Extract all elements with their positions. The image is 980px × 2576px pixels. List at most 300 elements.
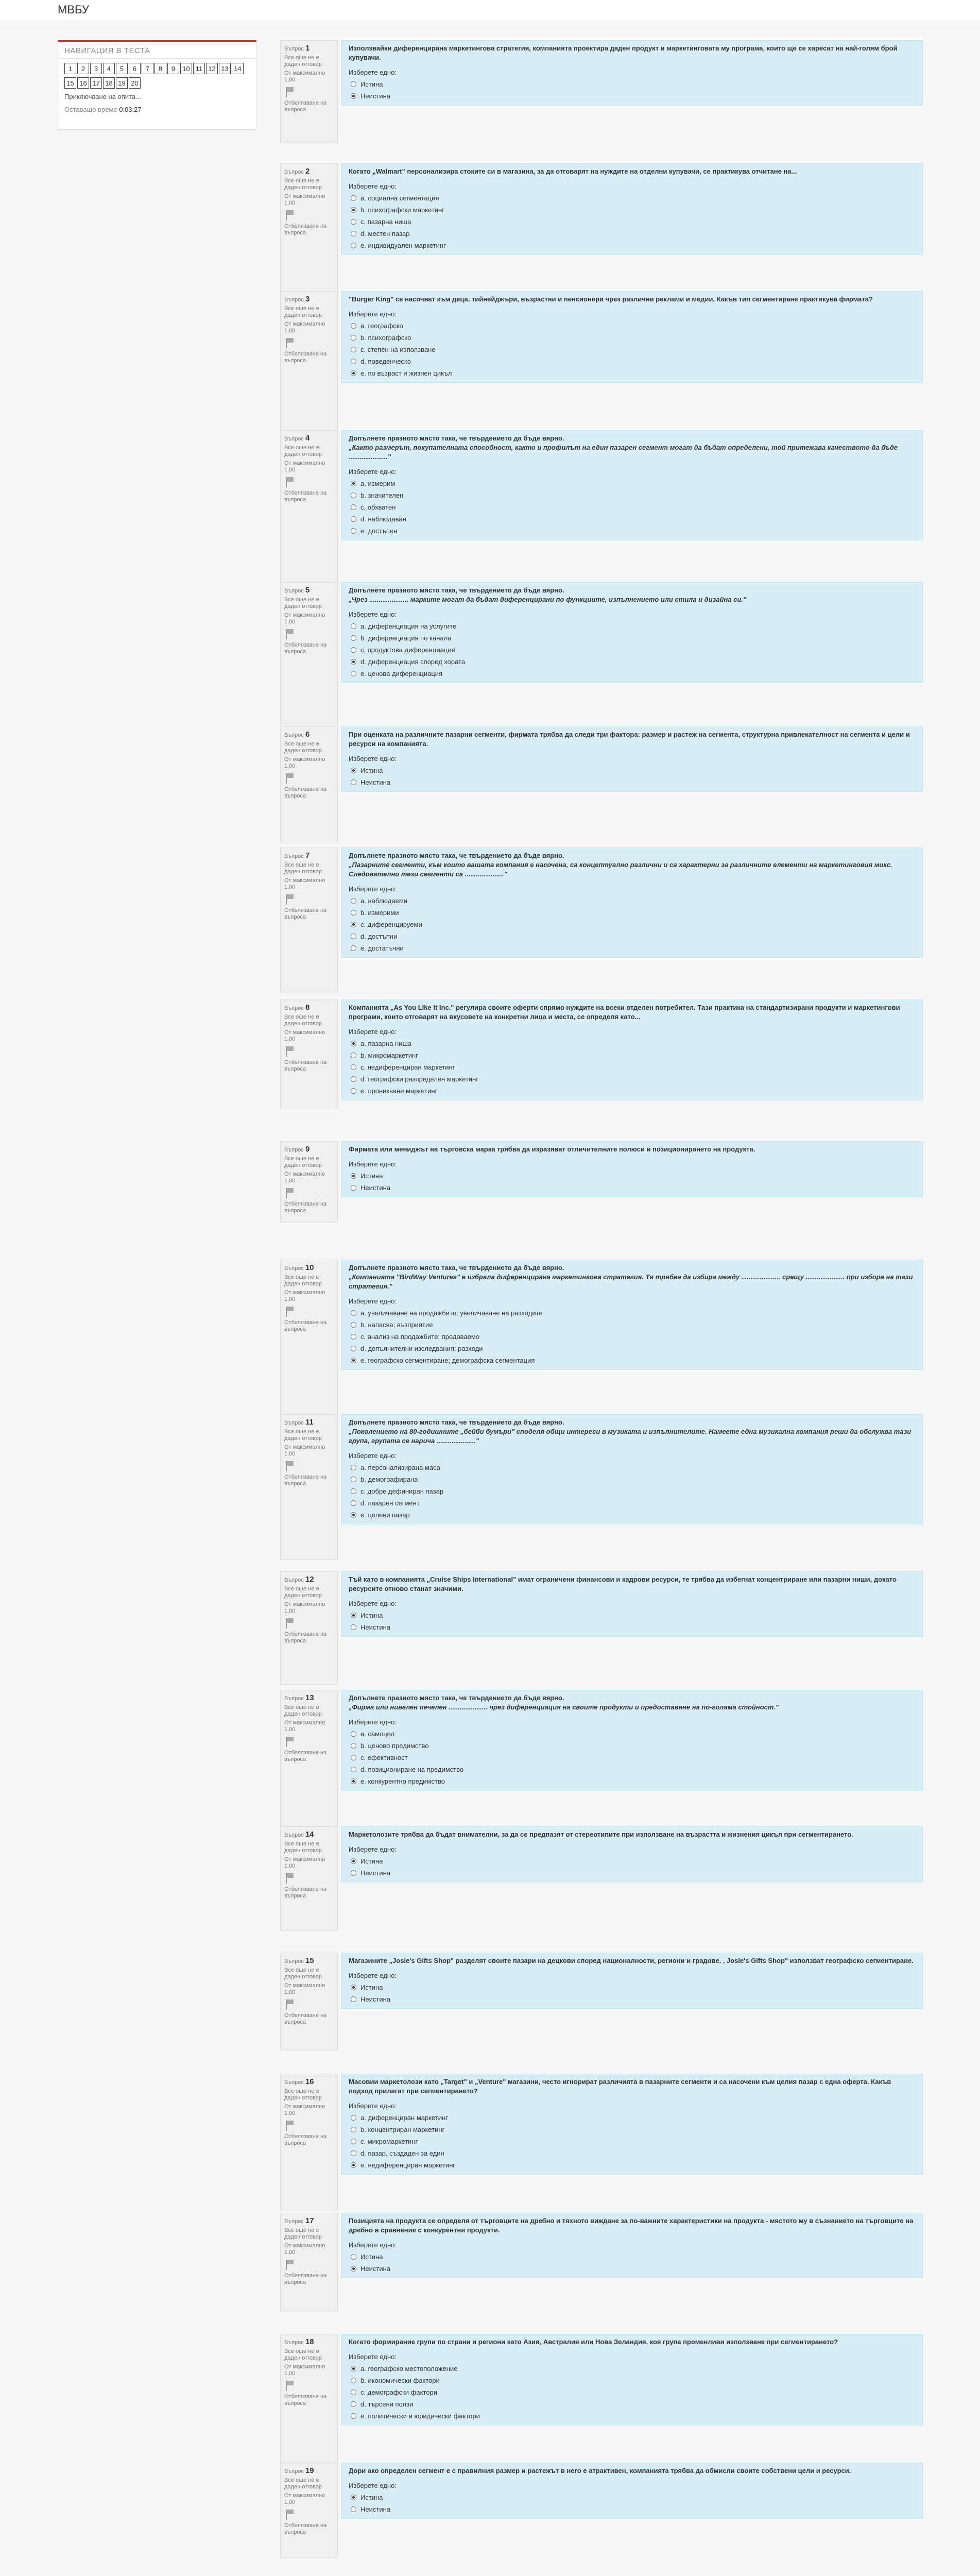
finish-attempt-link[interactable]: Приключване на опита... — [64, 93, 141, 100]
answer-option[interactable] — [349, 344, 915, 355]
radio-button[interactable] — [351, 231, 356, 236]
radio-button[interactable] — [351, 93, 356, 99]
nav-question-button[interactable]: 11 — [193, 63, 205, 74]
question-text — [349, 1418, 915, 1446]
flag-icon[interactable] — [284, 1618, 295, 1629]
answer-option[interactable] — [349, 1061, 915, 1073]
question-number-value: 9 — [305, 1145, 310, 1154]
question-info — [280, 1141, 338, 1223]
answer-option-label: Неистина — [360, 1869, 391, 1877]
answer-option[interactable] — [349, 2159, 915, 2171]
answer-options — [349, 1307, 915, 1366]
radio-button[interactable] — [351, 323, 356, 329]
nav-question-button[interactable]: 4 — [103, 63, 115, 74]
radio-button[interactable] — [351, 1500, 356, 1506]
radio-button[interactable] — [351, 2115, 356, 2121]
answer-option-label: a. диференциран маркетинг — [360, 2114, 448, 2122]
answer-option[interactable] — [349, 1764, 915, 1775]
flag-question-label[interactable]: Отбелязване на въпроса — [284, 2394, 327, 2406]
question-status: Все още не е даден отговор — [284, 741, 322, 754]
choose-one-prompt: Изберете едно: — [349, 2102, 397, 2110]
question-number — [284, 1418, 334, 1427]
radio-button[interactable] — [351, 1173, 356, 1179]
answer-option[interactable] — [349, 1740, 915, 1752]
answer-option-label: a. пазарна ниша — [360, 1040, 412, 1047]
answer-option[interactable] — [349, 525, 915, 537]
flag-icon[interactable] — [284, 1873, 295, 1884]
radio-button[interactable] — [351, 623, 356, 629]
flag-icon[interactable] — [284, 2509, 295, 2520]
question-content — [341, 582, 923, 683]
flag-icon[interactable] — [284, 1999, 295, 2010]
radio-button[interactable] — [351, 1743, 356, 1749]
question-number-value: 8 — [305, 1003, 310, 1012]
answer-option[interactable] — [349, 2147, 915, 2159]
question-number — [284, 1003, 334, 1012]
answer-option[interactable] — [349, 192, 915, 204]
answer-option[interactable] — [349, 2375, 915, 2386]
answer-option[interactable] — [349, 765, 915, 776]
radio-button[interactable] — [351, 1996, 356, 2002]
answer-option[interactable] — [349, 2386, 915, 2398]
question-text — [349, 1956, 915, 1965]
answer-option-label: a. персонализирана маса — [360, 1464, 440, 1471]
nav-question-button[interactable]: 14 — [232, 63, 244, 74]
radio-button[interactable] — [351, 1322, 356, 1328]
radio-button[interactable] — [351, 2127, 356, 2132]
answer-options — [349, 1855, 915, 1879]
answer-option[interactable] — [349, 632, 915, 644]
flag-question-label[interactable]: Отбелязване на въпроса — [284, 2133, 327, 2146]
radio-button[interactable] — [351, 2389, 356, 2395]
radio-button[interactable] — [351, 659, 356, 665]
flag-icon[interactable] — [284, 337, 295, 349]
answer-option[interactable] — [349, 2136, 915, 2147]
question-number — [284, 434, 334, 443]
flag-question-label[interactable]: Отбелязване на въпроса — [284, 2522, 327, 2535]
flag-question-label[interactable]: Отбелязване на въпроса — [284, 490, 327, 503]
answer-option[interactable] — [349, 895, 915, 907]
answer-option[interactable] — [349, 78, 915, 90]
question-block — [280, 1141, 924, 1218]
radio-button[interactable] — [351, 2254, 356, 2260]
nav-question-button[interactable]: 17 — [90, 77, 102, 89]
flag-question-label[interactable]: Отбелязване на въпроса — [284, 100, 327, 113]
radio-button[interactable] — [351, 671, 356, 676]
flag-icon[interactable] — [284, 1046, 295, 1057]
answer-option-label: c. обхватен — [360, 503, 396, 511]
flag-icon[interactable] — [284, 629, 295, 640]
radio-button[interactable] — [351, 910, 356, 916]
answer-option[interactable] — [349, 489, 915, 501]
question-status: Все още не е даден отговор — [284, 2227, 322, 2240]
answer-option[interactable] — [349, 1307, 915, 1319]
nav-question-button[interactable]: 10 — [180, 63, 192, 74]
question-number — [284, 1575, 334, 1584]
question-word: Въпрос — [284, 436, 304, 442]
question-number — [284, 2337, 334, 2346]
answer-option[interactable] — [349, 1049, 915, 1061]
answer-option[interactable] — [349, 216, 915, 228]
answer-option[interactable] — [349, 1497, 915, 1509]
question-content — [341, 2463, 923, 2519]
answer-option-label: e. политически и юридически фактори — [360, 2412, 480, 2420]
answer-option[interactable] — [349, 240, 915, 251]
radio-button[interactable] — [351, 1488, 356, 1494]
question-status: Все още не е даден отговор — [284, 1967, 322, 1980]
answer-option[interactable] — [349, 204, 915, 216]
flag-icon[interactable] — [284, 2120, 295, 2131]
radio-button[interactable] — [351, 207, 356, 213]
radio-button[interactable] — [351, 768, 356, 773]
question-italic-text: „Пазарните сегменти, към които вашата компания е насочена, са концептуално различни и са характерни за различните елементи на маркетинговия микс. Следователно тези сегменти са ....................." — [349, 861, 892, 878]
radio-button[interactable] — [351, 2495, 356, 2500]
flag-icon[interactable] — [284, 773, 295, 784]
flag-question-label[interactable]: Отбелязване на въпроса — [284, 786, 327, 799]
answer-option-label: e. конкурентно предимство — [360, 1777, 445, 1785]
nav-question-button[interactable]: 20 — [129, 77, 141, 89]
nav-question-button[interactable]: 7 — [142, 63, 153, 74]
question-word: Въпрос — [284, 1958, 304, 1964]
radio-button[interactable] — [351, 898, 356, 904]
choose-one-prompt: Изберете едно: — [349, 468, 397, 476]
radio-button[interactable] — [351, 2413, 356, 2419]
answer-option[interactable] — [349, 1485, 915, 1497]
question-points: От максимално 1,00 — [284, 2243, 325, 2256]
answer-option[interactable] — [349, 1609, 915, 1621]
answer-option[interactable] — [349, 1182, 915, 1194]
radio-button[interactable] — [351, 1858, 356, 1864]
choose-one-prompt: Изберете едно: — [349, 1972, 397, 1979]
question-text-main: Маркетолозите трябва да бъдат внимателни, за да се предпазят от стереотипите при използване на възрастта и жизнения цикъл при сегментирането. — [349, 1831, 853, 1838]
radio-button[interactable] — [351, 1731, 356, 1737]
question-content — [341, 1953, 923, 2009]
answer-option[interactable] — [349, 1775, 915, 1787]
radio-button[interactable] — [351, 504, 356, 510]
flag-icon[interactable] — [284, 2380, 295, 2392]
flag-question-label[interactable]: Отбелязване на въпроса — [284, 1201, 327, 1214]
flag-question-label[interactable]: Отбелязване на въпроса — [284, 2012, 327, 2025]
question-word: Въпрос — [284, 732, 304, 738]
radio-button[interactable] — [351, 2506, 356, 2512]
answer-option[interactable] — [349, 1993, 915, 2005]
radio-button[interactable] — [351, 81, 356, 87]
choose-one-prompt: Изберете едно: — [349, 69, 397, 76]
answer-option[interactable] — [349, 1073, 915, 1085]
answer-option[interactable] — [349, 2410, 915, 2422]
answer-option-label: c. диференцируеми — [360, 921, 422, 928]
answer-option[interactable] — [349, 644, 915, 656]
nav-question-button[interactable]: 1 — [64, 63, 76, 74]
answer-option[interactable] — [349, 919, 915, 930]
answer-option[interactable] — [349, 332, 915, 344]
flag-question-label[interactable]: Отбелязване на въпроса — [284, 642, 327, 655]
question-block — [280, 1260, 924, 1394]
answer-option-label: c. добре дефиниран пазар — [360, 1487, 444, 1495]
answer-option-label: e. недиференциран маркетинг — [360, 2161, 456, 2169]
question-block — [280, 2213, 924, 2306]
radio-button[interactable] — [351, 2162, 356, 2168]
radio-button[interactable] — [351, 934, 356, 939]
radio-button[interactable] — [351, 2150, 356, 2156]
flag-question-label[interactable]: Отбелязване на въпроса — [284, 351, 327, 364]
answer-option[interactable] — [349, 1331, 915, 1343]
question-number-value: 11 — [305, 1418, 314, 1427]
radio-button[interactable] — [351, 1985, 356, 1990]
answer-option[interactable] — [349, 1170, 915, 1182]
answer-option-label: a. измерим — [360, 480, 396, 487]
radio-button[interactable] — [351, 516, 356, 522]
radio-button[interactable] — [351, 1346, 356, 1351]
answer-option-label: b. икономически фактори — [360, 2377, 440, 2384]
radio-button[interactable] — [351, 335, 356, 341]
flag-question-label[interactable]: Отбелязване на въпроса — [284, 1750, 327, 1762]
radio-button[interactable] — [351, 1334, 356, 1340]
answer-option[interactable] — [349, 2251, 915, 2263]
answer-option[interactable] — [349, 367, 915, 379]
answer-option-label: e. ценова диференциация — [360, 670, 443, 677]
question-content — [341, 1141, 923, 1197]
answer-options — [349, 895, 915, 954]
answer-option[interactable] — [349, 1354, 915, 1366]
radio-button[interactable] — [351, 1310, 356, 1316]
answer-option-label: d. достъпни — [360, 933, 398, 940]
answer-option[interactable] — [349, 907, 915, 919]
radio-button[interactable] — [351, 1870, 356, 1876]
question-status: Все още не е даден отговор — [284, 1841, 322, 1854]
question-text-main: Допълнете празното място така, че твърдението да бъде вярно. — [349, 586, 564, 594]
answer-option[interactable] — [349, 776, 915, 788]
flag-icon[interactable] — [284, 87, 295, 98]
answer-option-label: b. диференциация по канала — [360, 634, 452, 642]
radio-button[interactable] — [351, 2401, 356, 2407]
site-brand[interactable]: МВБУ — [58, 3, 89, 16]
answer-option[interactable] — [349, 1621, 915, 1633]
question-status: Все още не е даден отговор — [284, 1274, 322, 1287]
answer-option[interactable] — [349, 1462, 915, 1473]
flag-icon[interactable] — [284, 477, 295, 488]
radio-button[interactable] — [351, 1613, 356, 1618]
question-status: Все още не е даден отговор — [284, 55, 322, 67]
answer-option[interactable] — [349, 2492, 915, 2503]
radio-button[interactable] — [351, 2266, 356, 2272]
question-word: Въпрос — [284, 588, 304, 594]
answer-option[interactable] — [349, 90, 915, 102]
radio-button[interactable] — [351, 219, 356, 225]
nav-question-button[interactable]: 13 — [219, 63, 231, 74]
choose-one-prompt: Изберете едно: — [349, 2353, 397, 2361]
question-points: От максимално 1,00 — [284, 1290, 325, 1302]
radio-button[interactable] — [351, 1041, 356, 1046]
flag-icon[interactable] — [284, 894, 295, 905]
answer-option[interactable] — [349, 355, 915, 367]
radio-button[interactable] — [351, 2378, 356, 2383]
radio-button[interactable] — [351, 528, 356, 534]
nav-question-button[interactable]: 9 — [167, 63, 179, 74]
nav-question-button[interactable]: 16 — [77, 77, 89, 89]
answer-option[interactable] — [349, 478, 915, 489]
flag-question-label[interactable]: Отбелязване на въпроса — [284, 1319, 327, 1332]
question-points: От максимално 1,00 — [284, 877, 325, 890]
answer-option[interactable] — [349, 656, 915, 668]
radio-button[interactable] — [351, 1767, 356, 1772]
nav-question-button[interactable]: 19 — [116, 77, 128, 89]
radio-button[interactable] — [351, 1064, 356, 1070]
answer-option[interactable] — [349, 2503, 915, 2515]
radio-button[interactable] — [351, 347, 356, 352]
question-text — [349, 167, 915, 176]
answer-option[interactable] — [349, 2398, 915, 2410]
radio-button[interactable] — [351, 195, 356, 201]
answer-option[interactable] — [349, 513, 915, 525]
answer-option[interactable] — [349, 1855, 915, 1867]
radio-button[interactable] — [351, 359, 356, 364]
radio-button[interactable] — [351, 1477, 356, 1482]
answer-options — [349, 478, 915, 537]
question-status: Все още не е даден отговор — [284, 1586, 322, 1599]
answer-option[interactable] — [349, 1473, 915, 1485]
question-text — [349, 2466, 915, 2476]
answer-option[interactable] — [349, 2124, 915, 2136]
answer-option-label: e. достатъчни — [360, 944, 404, 952]
nav-question-button[interactable]: 3 — [90, 63, 102, 74]
nav-question-button[interactable]: 15 — [64, 77, 76, 89]
radio-button[interactable] — [351, 922, 356, 927]
nav-question-button[interactable]: 18 — [103, 77, 115, 89]
flag-question-label[interactable]: Отбелязване на въпроса — [284, 2273, 327, 2285]
answer-option[interactable] — [349, 1509, 915, 1521]
radio-button[interactable] — [351, 2139, 356, 2144]
answer-options — [349, 765, 915, 788]
question-status: Все още не е даден отговор — [284, 306, 322, 318]
question-text — [349, 2077, 915, 2096]
question-number — [284, 730, 334, 739]
answer-option-label: Истина — [360, 1984, 383, 1991]
question-info — [280, 1826, 338, 1931]
radio-button[interactable] — [351, 481, 356, 486]
question-text — [349, 1830, 915, 1839]
radio-button[interactable] — [351, 1358, 356, 1363]
question-content — [341, 1826, 923, 1883]
radio-button[interactable] — [351, 1185, 356, 1191]
radio-button[interactable] — [351, 1512, 356, 1518]
answer-option[interactable] — [349, 1343, 915, 1354]
flag-question-label[interactable]: Отбелязване на въпроса — [284, 1474, 327, 1487]
flag-icon[interactable] — [284, 1461, 295, 1472]
radio-button[interactable] — [351, 635, 356, 641]
nav-question-button[interactable]: 6 — [129, 63, 141, 74]
question-word: Въпрос — [284, 1577, 304, 1583]
radio-button[interactable] — [351, 945, 356, 951]
flag-question-label[interactable]: Отбелязване на въпроса — [284, 907, 327, 920]
flag-icon[interactable] — [284, 1306, 295, 1317]
question-block — [280, 2463, 924, 2550]
answer-option-label: a. самоцел — [360, 1730, 395, 1738]
nav-question-button[interactable]: 5 — [116, 63, 128, 74]
question-text-main: Допълнете празното място така, че твърдението да бъде вярно. — [349, 1418, 564, 1426]
answer-option-label: d. географски разпределен маркетинг — [360, 1075, 478, 1083]
question-italic-text: „Чрез ..................... марките могат да бъдат диференцирани по функциите, изпълнението или стила и дизайна си." — [349, 596, 747, 603]
flag-question-label[interactable]: Отбелязване на въпроса — [284, 1059, 327, 1072]
question-info — [280, 582, 338, 725]
radio-button[interactable] — [351, 1755, 356, 1760]
answer-option[interactable] — [349, 1038, 915, 1049]
answer-option-label: Истина — [360, 80, 383, 88]
radio-button[interactable] — [351, 1778, 356, 1784]
answer-option-label: Неистина — [360, 92, 391, 100]
radio-button[interactable] — [351, 779, 356, 785]
answer-option[interactable] — [349, 942, 915, 954]
radio-button[interactable] — [351, 370, 356, 376]
radio-button[interactable] — [351, 1088, 356, 1094]
timer-value: 0:03:27 — [119, 106, 142, 113]
question-points: От максимално 1,00 — [284, 321, 325, 334]
answer-option-label: b. психографско — [360, 334, 411, 342]
radio-button[interactable] — [351, 1076, 356, 1082]
answer-option-label: c. демографски фактори — [360, 2388, 437, 2396]
answer-option[interactable] — [349, 668, 915, 680]
question-status: Все още не е даден отговор — [284, 2348, 322, 2361]
nav-question-button[interactable]: 12 — [206, 63, 218, 74]
question-number-value: 18 — [305, 2337, 314, 2346]
radio-button[interactable] — [351, 493, 356, 498]
radio-button[interactable] — [351, 1465, 356, 1470]
radio-button[interactable] — [351, 1053, 356, 1058]
question-content — [341, 2074, 923, 2175]
flag-icon[interactable] — [284, 2259, 295, 2270]
answer-option[interactable] — [349, 320, 915, 332]
answer-option[interactable] — [349, 228, 915, 240]
answer-option[interactable] — [349, 930, 915, 942]
question-number — [284, 1263, 334, 1272]
answer-option[interactable] — [349, 1867, 915, 1879]
flag-question-label[interactable]: Отбелязване на въпроса — [284, 1631, 327, 1644]
answer-option[interactable] — [349, 2263, 915, 2275]
answer-option[interactable] — [349, 2363, 915, 2375]
answer-option[interactable] — [349, 501, 915, 513]
answer-options — [349, 1728, 915, 1787]
answer-option[interactable] — [349, 1752, 915, 1764]
choose-one-prompt: Изберете едно: — [349, 1600, 397, 1607]
question-italic-text: „Компанията "BirdWay Ventures" е избрала диференцирана маркетингова стратегия. Тя трябва да избира между ..................... срещу ..................... при избора на тази стратегия." — [349, 1273, 913, 1290]
flag-question-label[interactable]: Отбелязване на въпроса — [284, 223, 327, 236]
answer-option[interactable] — [349, 1319, 915, 1331]
question-number-value: 5 — [305, 586, 310, 595]
question-word: Въпрос — [284, 297, 304, 303]
choose-one-prompt: Изберете едно: — [349, 310, 397, 318]
answer-option[interactable] — [349, 1728, 915, 1740]
flag-icon[interactable] — [284, 210, 295, 221]
choose-one-prompt: Изберете едно: — [349, 1028, 397, 1036]
radio-button[interactable] — [351, 1624, 356, 1630]
answer-option[interactable] — [349, 2112, 915, 2124]
answer-option[interactable] — [349, 1981, 915, 1993]
answer-option[interactable] — [349, 1085, 915, 1097]
question-content — [341, 40, 923, 106]
flag-icon[interactable] — [284, 1736, 295, 1748]
radio-button[interactable] — [351, 647, 356, 653]
flag-question-label[interactable]: Отбелязване на въпроса — [284, 1886, 327, 1899]
radio-button[interactable] — [351, 2366, 356, 2371]
nav-question-button[interactable]: 2 — [77, 63, 89, 74]
choose-one-prompt: Изберете едно: — [349, 1845, 397, 1853]
flag-icon[interactable] — [284, 1188, 295, 1199]
radio-button[interactable] — [351, 243, 356, 248]
nav-question-button[interactable]: 8 — [154, 63, 166, 74]
question-points: От максимално 1,00 — [284, 2364, 325, 2377]
question-content — [341, 1414, 923, 1524]
answer-option[interactable] — [349, 620, 915, 632]
